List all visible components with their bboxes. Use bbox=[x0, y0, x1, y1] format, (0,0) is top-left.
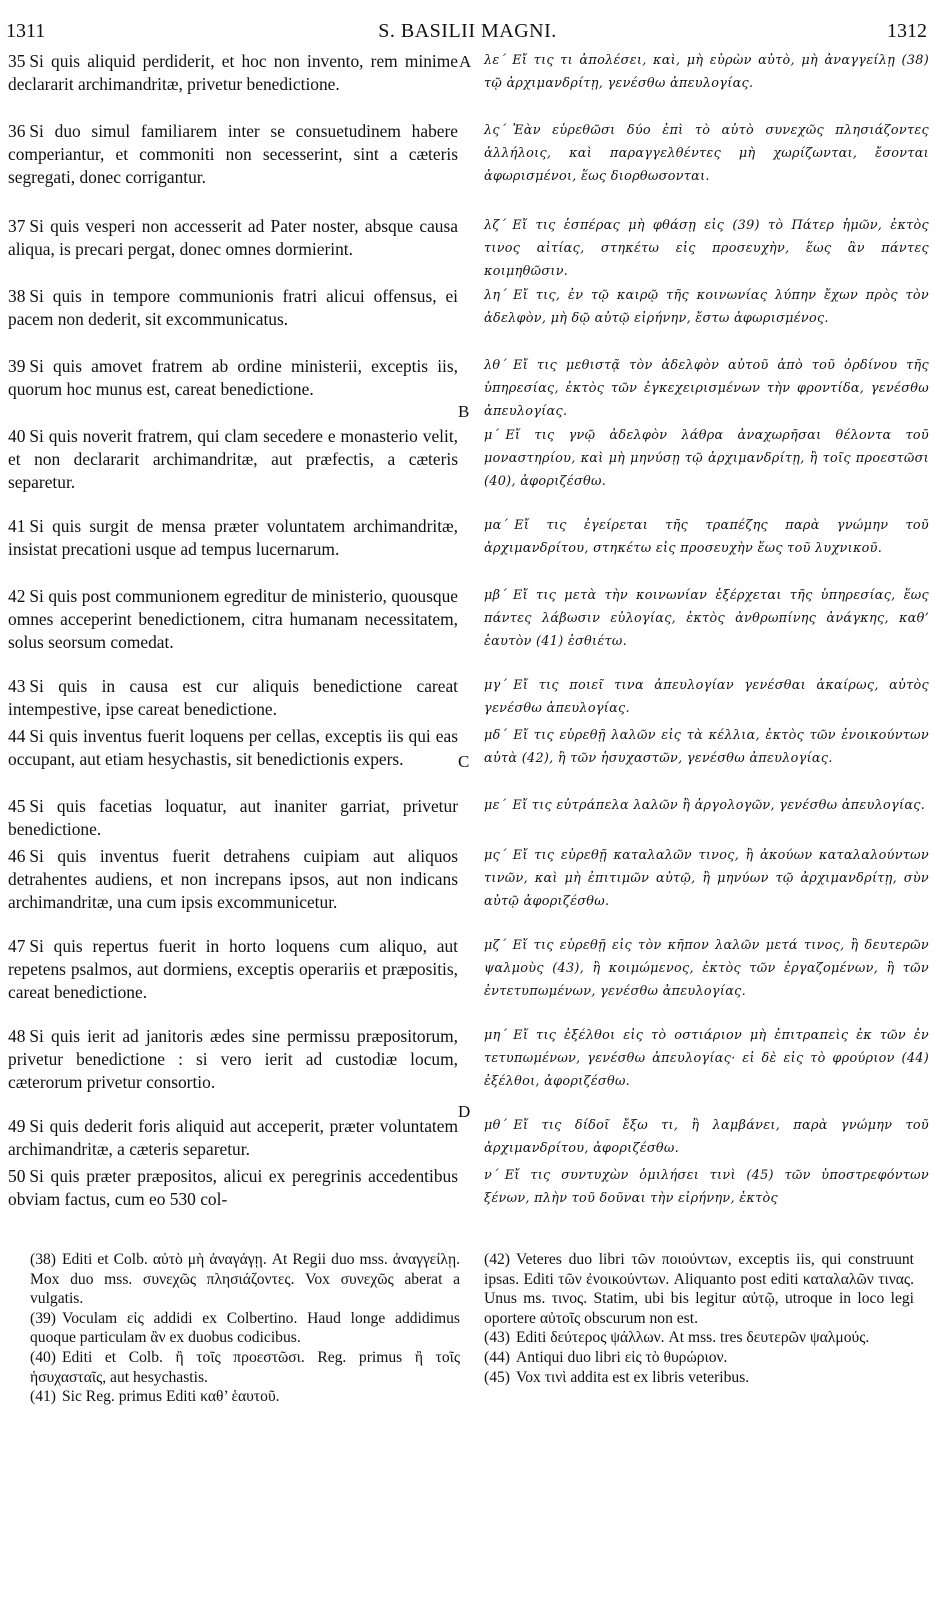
greek-rule-number: μθ΄ bbox=[484, 1118, 508, 1133]
footnote-number: (44) bbox=[484, 1348, 510, 1366]
greek-rule bbox=[484, 845, 929, 913]
footnotes-right bbox=[484, 1250, 914, 1387]
greek-rule-text: Εἴ τις ποιεῖ τινα ἀπευλογίαν γενέσθαι ἀκαίρως, αὐτὸς γενέσθω ἀπευλογίας. bbox=[484, 678, 929, 716]
latin-rule-text: Si quis post communionem egreditur de ministerio, quousque omnes acceperint benedictionem, citra humanam necessitatem, solus seorsum comedat. bbox=[8, 586, 458, 652]
latin-rule-text: Si quis amovet fratrem ab ordine ministerii, exceptis iis, quorum hoc munus est, careat benedictione. bbox=[8, 356, 458, 399]
greek-rule-number: λη΄ bbox=[484, 288, 508, 303]
greek-rule-number: λθ΄ bbox=[484, 358, 508, 373]
footnote bbox=[484, 1328, 914, 1348]
footnote-text: Editi et Colb. ἢ τοῖς προεστῶσι. Reg. primus ἢ τοῖς ἡσυχασταῖς, aut hesychastis. bbox=[30, 1348, 460, 1386]
greek-rule-text: Εἴ τις μεθιστᾷ τὸν ἀδελφὸν αὐτοῦ ἀπὸ τοῦ ὀρδίνου τῆς ὑπηρεσίας, ἐκτὸς τῶν ἐγκεχειρισμένων τὴν φροντίδα, γενέσθω ἀπευλογίας. bbox=[484, 358, 929, 419]
margin-marker-b: B bbox=[458, 402, 470, 421]
footnote-number: (42) bbox=[484, 1251, 510, 1268]
latin-rule-text: Si quis noverit fratrem, qui clam secedere e monasterio velit, et non declararit archimandritæ, aut præfectis, a cæteris separetur. bbox=[8, 426, 458, 492]
greek-rule-number: μα΄ bbox=[484, 518, 509, 533]
latin-rule bbox=[8, 935, 458, 1003]
latin-rule-text: Si quis inventus fuerit detrahens cuipiam aut aliquos detrahentes audiens, et non increpans ipsos, aut non indicans archimandritæ, una cum ipsis excommunicetur. bbox=[8, 846, 458, 912]
greek-rule-text: Εἴ τις ἐγείρεται τῆς τραπέζης παρὰ γνώμην τοῦ ἀρχιμανδρίτου, στηκέτω εἰς προσευχὴν ἕως τοῦ λυχνικοῦ. bbox=[484, 518, 929, 556]
latin-rule bbox=[8, 515, 458, 561]
latin-rule bbox=[8, 1115, 458, 1161]
footnote-number: (38) bbox=[30, 1251, 56, 1268]
greek-rule bbox=[484, 675, 929, 721]
greek-rule bbox=[484, 120, 929, 188]
latin-rule-text: Si quis surgit de mensa præter voluntatem archimandritæ, insistat precationi usque ad tempus lucernarum. bbox=[8, 516, 458, 559]
latin-rule-number: 39 bbox=[8, 356, 26, 376]
greek-rule-text: Εἴ τις εὑρεθῇ λαλῶν εἰς τὰ κέλλια, ἐκτὸς τῶν ἐνοικούντων αὐτὰ (42), ἢ τῶν ἡσυχαστῶν, γενέσθω ἀπευλογίας. bbox=[484, 728, 929, 766]
greek-rule-text: Εἴ τις μετὰ τὴν κοινωνίαν ἐξέρχεται τῆς ὑπηρεσίας, ἕως πάντες λάβωσιν εὐλογίας, ἐκτὸς ἀνθρωπίνης ἀνάγκης, καθ’ ἑαυτὸν (41) ἐσθιέτω. bbox=[484, 588, 929, 649]
greek-rule-number: λε΄ bbox=[484, 53, 507, 68]
latin-rule bbox=[8, 725, 458, 771]
latin-rule bbox=[8, 355, 458, 401]
running-title: S. BASILII MAGNI. bbox=[378, 20, 557, 42]
greek-rule bbox=[484, 515, 929, 561]
footnote bbox=[484, 1368, 914, 1388]
latin-rule-text: Si quis aliquid perdiderit, et hoc non invento, rem minime declararit archimandritæ, privetur benedictione. bbox=[8, 51, 458, 94]
margin-marker-d: D bbox=[458, 1102, 471, 1121]
footnote-text: Vox τινὶ addita est ex libris veteribus. bbox=[515, 1368, 750, 1386]
greek-rule-number: ν΄ bbox=[484, 1168, 499, 1183]
footnote bbox=[30, 1250, 460, 1309]
greek-rule bbox=[484, 1025, 929, 1093]
greek-rule bbox=[484, 355, 929, 423]
footnote bbox=[30, 1348, 460, 1387]
latin-rule-number: 48 bbox=[8, 1026, 26, 1046]
footnote-number: (40) bbox=[30, 1348, 56, 1366]
page-number-right: 1312 bbox=[887, 20, 927, 42]
latin-rule-number: 42 bbox=[8, 586, 26, 606]
latin-rule bbox=[8, 425, 458, 493]
footnote-text: Editi et Colb. αὐτὸ μὴ ἀναγάγῃ. At Regii duo mss. ἀναγγείλῃ. Mox duo mss. συνεχῶς πλησιάζοντες. Vox συνεχῶς aberat a vulgatis. bbox=[30, 1251, 460, 1308]
greek-rule-text: Εἴ τις, ἐν τῷ καιρῷ τῆς κοινωνίας λύπην ἔχων πρὸς τὸν ἀδελφὸν, μὴ δῷ αὐτῷ εἰρήνην, ἔστω ἀφωρισμένος. bbox=[484, 288, 929, 326]
greek-rule-text: Εἴ τις ἑσπέρας μὴ φθάσῃ εἰς (39) τὸ Πάτερ ἡμῶν, ἐκτὸς τινος αἰτίας, στηκέτω εἰς προσευχὴν, ἕως ἂν πάντες κοιμηθῶσιν. bbox=[484, 218, 929, 279]
greek-rule-text: Εἴ τις εὑρεθῇ εἰς τὸν κῆπον λαλῶν μετά τινος, ἢ δευτερῶν ψαλμοὺς (43), ἢ κοιμώμενος, ἐκτὸς τῶν ἐργαζομένων, ἢ τῶν ἐντετυπωμένων, γενέσθω ἀπευλογίας. bbox=[484, 938, 929, 999]
latin-rule-number: 46 bbox=[8, 846, 26, 866]
latin-rule-number: 47 bbox=[8, 936, 26, 956]
greek-rule-text: Εἴ τις συντυχὼν ὁμιλήσει τινὶ (45) τῶν ὑποστρεφόντων ξένων, πλὴν τοῦ δοῦναι τὴν εἰρήνην, ἐκτὸς bbox=[484, 1168, 929, 1206]
greek-rule bbox=[484, 1165, 929, 1211]
latin-rule bbox=[8, 1025, 458, 1093]
greek-rule bbox=[484, 285, 929, 331]
footnote-text: Veteres duo libri τῶν ποιούντων, exceptis iis, qui construunt ipsas. Editi τῶν ἐνοικούντων. Aliquanto post editi καταλαλῶν τινας. Unus ms. τινος. Statim, ubi bis legitur αὐτῷ, utroque in loco legi oportere αὐτοῖς obscurum non est. bbox=[484, 1251, 914, 1327]
latin-rule-number: 36 bbox=[8, 121, 26, 141]
greek-rule bbox=[484, 425, 929, 493]
latin-rule-text: Si quis ierit ad janitoris ædes sine permissu præpositorum, privetur benedictione : si vero ierit ad custodiæ locum, cæterorum privetur consortio. bbox=[8, 1026, 458, 1092]
margin-marker-a: A bbox=[459, 52, 472, 71]
footnotes-left bbox=[30, 1250, 460, 1407]
latin-rule-text: Si quis facetias loquatur, aut inaniter garriat, privetur benedictione. bbox=[8, 796, 458, 839]
footnote bbox=[484, 1250, 914, 1328]
latin-rule bbox=[8, 675, 458, 721]
greek-rule-text: Εἴ τις τι ἀπολέσει, καὶ, μὴ εὑρὼν αὐτὸ, μὴ ἀναγγείλῃ (38) τῷ ἀρχιμανδρίτῃ, γενέσθω ἀπευλογίας. bbox=[484, 53, 929, 91]
greek-rule-number: λς΄ bbox=[484, 123, 507, 138]
greek-rule-number: με΄ bbox=[484, 798, 507, 813]
latin-rule-number: 38 bbox=[8, 286, 26, 306]
greek-rule bbox=[484, 215, 929, 283]
footnote-text: Sic Reg. primus Editi καθ’ ἑαυτοῦ. bbox=[61, 1388, 280, 1406]
latin-rule-text: Si quis repertus fuerit in horto loquens cum aliquo, aut repetens psalmos, aut dormiens, exceptis operariis et præpositis, careat benedictione. bbox=[8, 936, 458, 1002]
footnote-text: Editi δεύτερος ψάλλων. At mss. tres δευτερῶν ψαλμούς. bbox=[515, 1329, 870, 1347]
greek-rule-text: Εἴ τις εὐτράπελα λαλῶν ἢ ἀργολογῶν, γενέσθω ἀπευλογίας. bbox=[512, 798, 926, 813]
greek-rule-number: μβ΄ bbox=[484, 588, 508, 603]
greek-rule-number: μ΄ bbox=[484, 428, 500, 443]
greek-rule bbox=[484, 1115, 929, 1161]
footnote-text: Antiqui duo libri εἰς τὸ θυρώριον. bbox=[515, 1348, 728, 1366]
greek-rule bbox=[484, 795, 929, 818]
greek-rule-number: μδ΄ bbox=[484, 728, 508, 743]
greek-rule-text: Εἴ τις εὑρεθῇ καταλαλῶν τινος, ἢ ἀκούων καταλαλούντων τινῶν, καὶ μὴ ἐπιτιμῶν αὐτῷ, ἢ μηνύων τῷ ἀρχιμανδρίτῃ, σὺν αὐτῷ ἀφοριζέσθω. bbox=[484, 848, 929, 909]
latin-rule bbox=[8, 50, 458, 96]
latin-rule-number: 41 bbox=[8, 516, 26, 536]
latin-rule-text: Si quis inventus fuerit loquens per cellas, exceptis iis qui eas occupant, aut etiam hesychastis, sit benedictionis expers. bbox=[8, 726, 458, 769]
margin-marker-c: C bbox=[458, 752, 470, 771]
latin-rule bbox=[8, 795, 458, 841]
greek-rule bbox=[484, 935, 929, 1003]
page-number-left: 1311 bbox=[6, 20, 46, 42]
latin-rule-number: 35 bbox=[8, 51, 26, 71]
latin-rule bbox=[8, 1165, 458, 1211]
latin-rule bbox=[8, 845, 458, 913]
greek-rule bbox=[484, 585, 929, 653]
latin-rule-text: Si quis præter præpositos, alicui ex peregrinis accedentibus obviam factus, cum eo 530 col- bbox=[8, 1166, 458, 1209]
greek-rule-number: λζ΄ bbox=[484, 218, 507, 233]
footnote-number: (43) bbox=[484, 1329, 510, 1347]
greek-rule bbox=[484, 725, 929, 771]
greek-rule-text: Εἴ τις δίδοῖ ἔξω τι, ἢ λαμβάνει, παρὰ γνώμην τοῦ ἀρχιμανδρίτου, ἀφοριζέσθω. bbox=[484, 1118, 929, 1156]
footnote bbox=[484, 1348, 914, 1368]
latin-rule-text: Si duo simul familiarem inter se consuetudinem habere comperiantur, et commoniti non secesserint, sint a cæteris segregati, donec corrigantur. bbox=[8, 121, 458, 187]
latin-rule-number: 44 bbox=[8, 726, 26, 746]
footnote-number: (45) bbox=[484, 1368, 510, 1386]
greek-rule-text: Εἴ τις ἐξέλθοι εἰς τὸ οστιάριον μὴ ἐπιτραπεὶς ἐκ τῶν ἐν τετυπωμένων, γενέσθω ἀπευλογίας· εἰ δὲ εἰς τὸ φρούριον (44) ἐξέλθοι, ἀφοριζέσθω. bbox=[484, 1028, 929, 1089]
page-header bbox=[0, 20, 935, 46]
latin-rule-number: 43 bbox=[8, 676, 26, 696]
latin-rule bbox=[8, 285, 458, 331]
greek-rule-number: μς΄ bbox=[484, 848, 507, 863]
footnote-text: Voculam εἰς addidi ex Colbertino. Haud longe addidimus quoque particulam ἂν ex duobus codicibus. bbox=[30, 1309, 460, 1347]
latin-rule-number: 37 bbox=[8, 216, 26, 236]
greek-rule-number: μγ΄ bbox=[484, 678, 508, 693]
greek-rule-number: μη΄ bbox=[484, 1028, 508, 1043]
latin-rule-text: Si quis in causa est cur aliquis benedictione careat intempestive, ipse careat benedictione. bbox=[8, 676, 458, 719]
latin-rule-number: 50 bbox=[8, 1166, 26, 1186]
latin-rule bbox=[8, 215, 458, 261]
greek-rule bbox=[484, 50, 929, 96]
footnote-number: (41) bbox=[30, 1388, 56, 1406]
latin-rule-number: 40 bbox=[8, 426, 26, 446]
latin-rule bbox=[8, 120, 458, 188]
footnote-number: (39) bbox=[30, 1309, 56, 1327]
latin-rule-text: Si quis dederit foris aliquid aut acceperit, præter voluntatem archimandritæ, a cæteris separetur. bbox=[8, 1116, 458, 1159]
greek-rule-text: Εἴ τις γνῷ ἀδελφὸν λάθρα ἀναχωρῆσαι θέλοντα τοῦ μοναστηρίου, καὶ μὴ μηνύσῃ τῷ ἀρχιμανδρίτῃ, ἢ τοῖς προεστῶσι (40), ἀφοριζέσθω. bbox=[484, 428, 929, 489]
latin-rule-number: 45 bbox=[8, 796, 26, 816]
latin-rule-number: 49 bbox=[8, 1116, 26, 1136]
greek-rule-text: Ἐὰν εὑρεθῶσι δύο ἐπὶ τὸ αὐτὸ συνεχῶς πλησιάζοντες ἀλλήλοις, καὶ παραγγελθέντες μὴ χωρίζωνται, ἔσονται ἀφωρισμένοι, ἕως διορθωσονται. bbox=[484, 123, 929, 184]
latin-rule bbox=[8, 585, 458, 653]
footnote bbox=[30, 1387, 460, 1407]
footnote bbox=[30, 1309, 460, 1348]
latin-rule-text: Si quis vesperi non accesserit ad Pater noster, absque causa aliqua, is precari pergat, donec omnes dormierint. bbox=[8, 216, 458, 259]
greek-rule-number: μζ΄ bbox=[484, 938, 507, 953]
latin-rule-text: Si quis in tempore communionis fratri alicui offensus, ei pacem non dederit, sit excommunicatus. bbox=[8, 286, 458, 329]
